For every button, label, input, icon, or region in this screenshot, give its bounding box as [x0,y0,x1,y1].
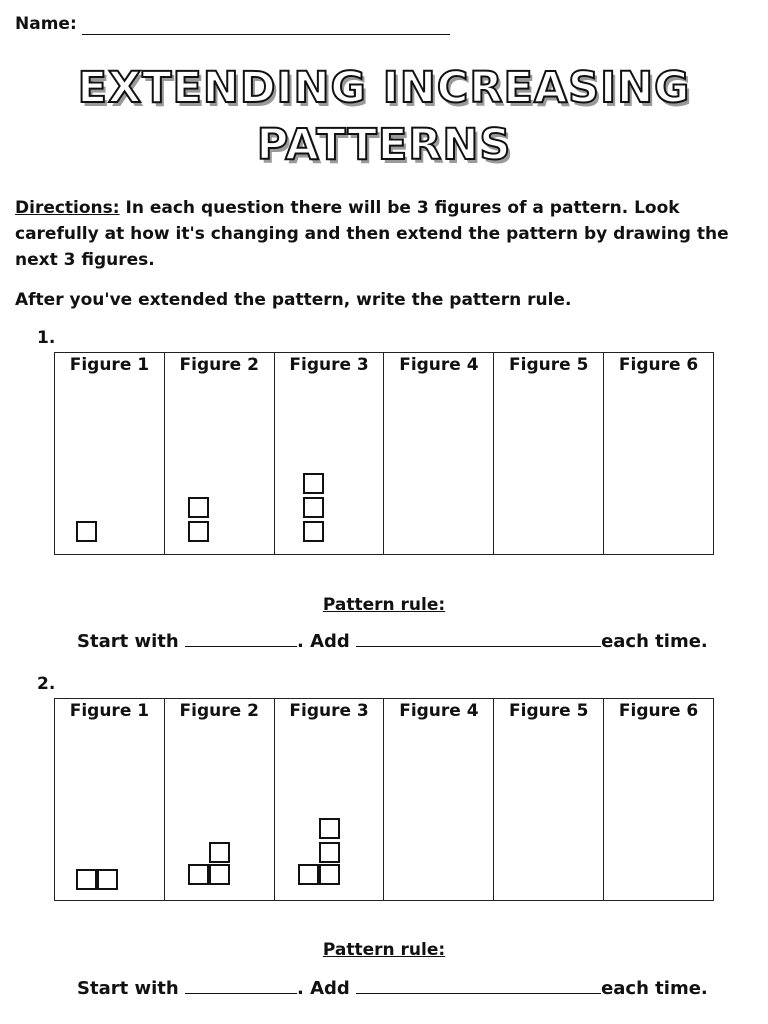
directions-paragraph [15,195,755,273]
figure-label: Figure 5 [509,701,589,721]
name-blank-line[interactable] [82,34,450,35]
figure-label: Figure 5 [509,355,589,375]
start-with-text: Start with [77,978,179,999]
figure-cell [55,353,165,555]
pattern-square [209,842,230,863]
pattern-rule-line [77,631,708,652]
pattern-square [76,869,97,890]
pattern-square [97,869,118,890]
pattern-square [188,521,209,542]
add-text: . Add [296,631,350,652]
pattern-square [303,473,324,494]
add-text: . Add [296,978,350,999]
figure-table [54,352,714,555]
question-number: 2. [37,674,56,694]
pattern-square [319,818,340,839]
figure-label: Figure 4 [399,701,479,721]
figure-cell[interactable] [384,353,494,555]
worksheet-title-line-2: PATTERNS [256,120,512,170]
pattern-rule-title: Pattern rule: [322,940,446,960]
figure-label: Figure 6 [618,701,699,721]
after-instruction: After you've extended the pattern, write the pattern rule. [15,290,572,310]
pattern-rule-line [77,978,708,999]
figure-cell[interactable] [494,699,604,901]
start-blank[interactable] [185,979,297,994]
figure-table [54,698,714,901]
each-time-text: each time. [601,631,708,652]
figure-label: Figure 6 [618,355,699,375]
start-with-text: Start with [77,631,179,652]
add-blank[interactable] [356,979,601,994]
figure-label: Figure 2 [179,355,259,375]
figure-label: Figure 3 [289,701,369,721]
figure-label: Figure 1 [69,355,150,375]
figure-cell[interactable] [604,353,714,555]
start-blank[interactable] [185,632,297,647]
pattern-square [303,497,324,518]
directions-label: Directions: [15,198,120,218]
figure-label: Figure 1 [69,701,150,721]
figure-label: Figure 3 [289,355,369,375]
pattern-square [303,521,324,542]
add-blank[interactable] [356,632,601,647]
each-time-text: each time. [601,978,708,999]
worksheet-title-line-1: EXTENDING INCREASING [77,63,691,113]
figure-cell[interactable] [494,353,604,555]
pattern-square [209,864,230,885]
pattern-square [188,497,209,518]
pattern-square [188,864,209,885]
figure-label: Figure 4 [399,355,479,375]
pattern-square [298,864,319,885]
question-number: 1. [37,328,56,348]
figure-cell [164,353,274,555]
pattern-square [319,864,340,885]
figure-cell [274,353,384,555]
directions-text: In each question there will be 3 figures of a pattern. Look carefully at how it's changing and then extend the pattern by drawing the next 3 figures. [15,198,729,270]
pattern-square [319,842,340,863]
figure-cell[interactable] [384,699,494,901]
name-label: Name: [15,14,77,34]
pattern-square [76,521,97,542]
figure-cell[interactable] [604,699,714,901]
figure-label: Figure 2 [179,701,259,721]
pattern-rule-title: Pattern rule: [322,595,446,615]
